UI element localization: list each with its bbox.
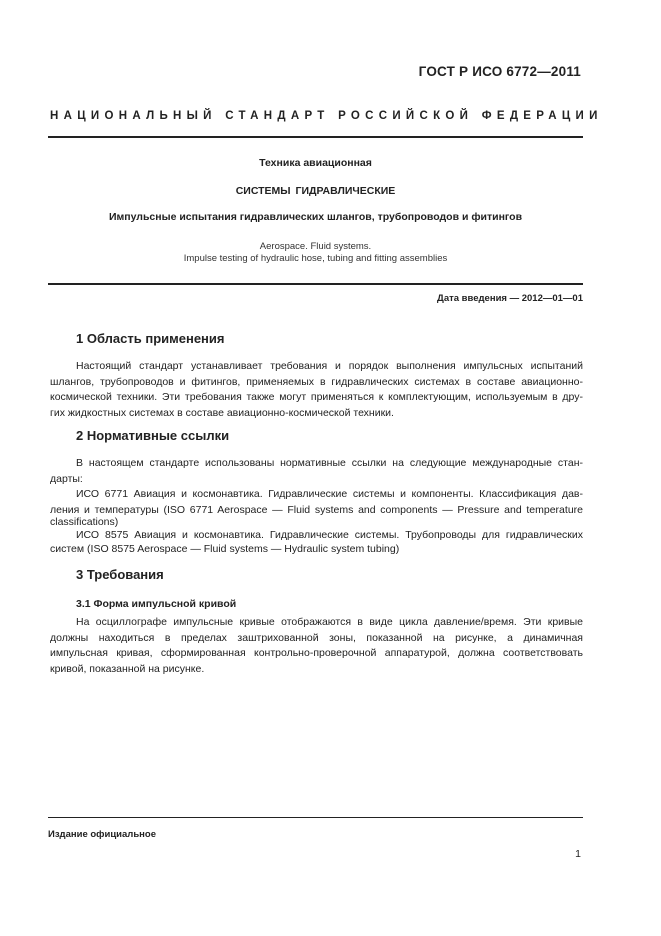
title-rule	[48, 283, 583, 285]
title-line-1: Техника авиационная	[259, 157, 372, 169]
section-2-line: ИСО 8575 Авиация и космонавтика. Гидравлические системы. Трубопроводы для гидравлических	[76, 529, 583, 541]
section-3-1-heading: 3.1 Форма импульсной кривой	[76, 598, 237, 610]
section-1-line: шлангов, трубопроводов и фитингов, применяемых в гидравлических системах в составе авиационно-	[50, 375, 583, 388]
section-1-heading: 1 Область применения	[76, 331, 225, 346]
section-2-line: ИСО 6771 Авиация и космонавтика. Гидравлические системы и компоненты. Классификация дав-	[76, 488, 583, 500]
section-3-heading: 3 Требования	[76, 567, 164, 582]
header-rule	[48, 136, 583, 138]
title-english-2: Impulse testing of hydraulic hose, tubing and fitting assemblies	[183, 253, 448, 264]
page-number: 1	[575, 848, 581, 860]
section-2-line: classifications)	[50, 516, 119, 528]
section-3-line: На осциллографе импульсные кривые отображаются в виде цикла давление/время. Эти кривые	[76, 616, 583, 628]
section-1-line: гих жидкостных системах в составе авиационно-космической техники.	[50, 406, 394, 419]
document-code: ГОСТ Р ИСО 6772—2011	[418, 64, 581, 79]
title-english-1: Aerospace. Fluid systems.	[259, 241, 372, 252]
section-2-line: ления и температуры (ISO 6771 Aerospace — Fluid systems and components — Pressure and temperature	[50, 503, 583, 516]
section-3-line: должны находиться в пределах заштрихованной зоны, показанной на рисунке, а динамичная	[50, 631, 583, 644]
title-line-3: Импульсные испытания гидравлических шлангов, трубопроводов и фитингов	[108, 211, 523, 223]
footer-rule	[48, 817, 583, 818]
section-2-line: систем (ISO 8575 Aerospace — Fluid systems — Hydraulic system tubing)	[50, 543, 400, 555]
section-2-line: В настоящем стандарте использованы нормативные ссылки на следующие международные стан-	[76, 457, 583, 469]
section-3-line: кривой, показанной на рисунке.	[50, 662, 205, 675]
section-1-line: космической техники. Эти требования также могут применяться к комплектующим, используемым в дру-	[50, 391, 583, 403]
official-edition-label: Издание официальное	[48, 829, 156, 840]
section-2-line: дарты:	[50, 472, 83, 485]
title-line-2: СИСТЕМЫ ГИДРАВЛИЧЕСКИЕ	[235, 185, 396, 197]
section-1-line: Настоящий стандарт устанавливает требования и порядок выполнения импульсных испытаний	[76, 360, 583, 372]
national-standard-banner: НАЦИОНАЛЬНЫЙ СТАНДАРТ РОССИЙСКОЙ ФЕДЕРАЦИИ	[50, 110, 603, 122]
section-3-line: импульсная кривая, сформированная контрольно-проверочной аппаратурой, должна соответствовать	[50, 647, 583, 659]
section-2-heading: 2 Нормативные ссылки	[76, 428, 230, 443]
introduction-date: Дата введения — 2012—01—01	[437, 293, 583, 304]
